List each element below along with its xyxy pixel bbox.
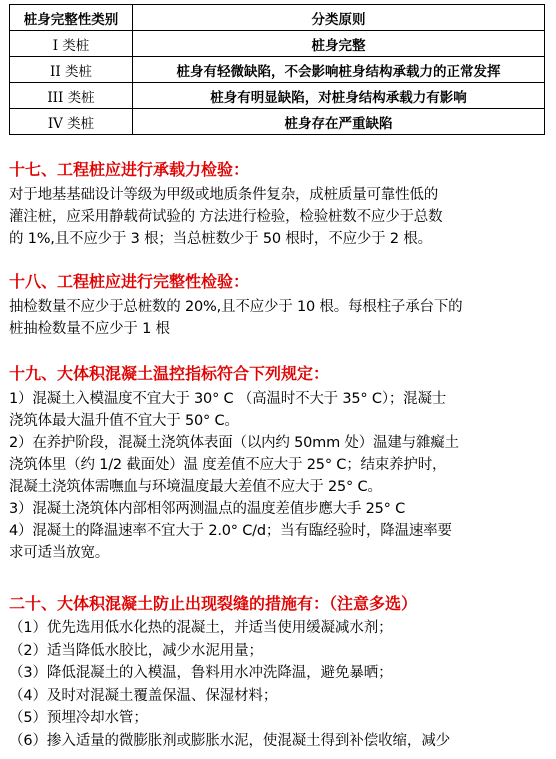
list-item: （3）降低混凝土的入模温，鲁料用水冲洗降温，避免暴晒；	[9, 665, 393, 681]
paragraph-line: 的 1%,且不应少于 3 根；当总桩数少于 50 根时，不应少于 2 根。	[9, 231, 432, 247]
table-row	[10, 83, 545, 109]
paragraph-line: 灌注桩，应采用静载荷试验的 方法进行检验，检验桩数不应少于总数	[9, 209, 443, 225]
paragraph-line: 浇筑体里（约 1/2 截面处）温 度差值不应大于 25° C；结束养护时，	[9, 457, 447, 473]
paragraph-line: 对于地基基础设计等级为甲级或地质条件复杂，成桩质量可靠性低的	[9, 187, 438, 203]
table-cell-category: III 类桩	[10, 83, 133, 109]
table-row	[10, 109, 545, 135]
table-header-cell: 桩身完整性类别	[10, 5, 133, 31]
section-heading: 十七、工程桩应进行承载力检验：	[9, 160, 250, 179]
paragraph-line: 桩抽检数量不应少于 1 根	[9, 321, 170, 337]
table-header-cell: 分类原则	[133, 5, 545, 31]
section-pile-integrity-test	[9, 272, 549, 340]
table-row	[10, 57, 545, 83]
list-item: （2）适当降低水胶比，减少水泥用量；	[9, 642, 263, 659]
list-item: （1）优先选用低水化热的混凝土，并适当使用缓凝减水剂；	[9, 620, 393, 636]
table-row	[10, 31, 545, 57]
section-heading: 二十、大体积混凝土防止出现裂缝的措施有：（注意多选）	[9, 594, 418, 613]
section-heading: 十八、工程桩应进行完整性检验：	[9, 272, 250, 291]
table-cell-principle: 桩身完整	[133, 31, 545, 57]
table-cell-category: I 类桩	[10, 31, 133, 57]
table-cell-category: IV 类桩	[10, 109, 133, 135]
paragraph-line: 求可适当放宽。	[9, 545, 110, 561]
pile-integrity-table	[9, 4, 545, 135]
list-item: （5）预埋冷却水管；	[9, 710, 148, 726]
paragraph-line: 抽检数量不应少于总桩数的 20%,且不应少于 10 根。每根柱子承台下的	[9, 299, 463, 315]
paragraph-line: 混凝土浇筑体需嘸血与环境温度最大差值不应大于 25° C。	[9, 479, 382, 495]
table-cell-category: II 类桩	[10, 57, 133, 83]
table-header-row	[10, 5, 545, 31]
paragraph-line: 2）在养护阶段，混凝土浇筑体表面（以内约 50mm 处）温建与雜癡土	[9, 435, 459, 451]
paragraph-line: 3）混凝土浇筑体内部相邻两测温点的温度差值步應大手 25° C	[9, 501, 406, 517]
paragraph-line: 1）混凝土入模温度不宜大于 30° C （高温时不大于 35° C）；混凝士	[9, 391, 447, 407]
section-heading: 十九、大体积混凝土温控指标符合下列规定：	[9, 364, 330, 383]
table-cell-principle: 桩身有轻微缺陷，不会影响桩身结构承载力的正常发挥	[133, 57, 545, 83]
list-item: （6）掺入适量的微膨胀剂或膨胀水泥，使混凝土得到补偿收缩，减少	[9, 732, 451, 749]
section-crack-prevention	[9, 594, 549, 752]
table-cell-principle: 桩身存在严重缺陷	[133, 109, 545, 135]
paragraph-line: 4）混凝土的降温速率不宜大于 2.0° C/d；当有臨经验时，降温速率要	[9, 523, 452, 539]
section-mass-concrete-temperature	[9, 364, 549, 564]
section-pile-bearing-test	[9, 160, 549, 250]
list-item: （4）及时对混凝土覆盖保温、保湿材料；	[9, 687, 278, 704]
paragraph-line: 浇筑体最大温升值不宜大于 50° C。	[9, 413, 239, 429]
table-cell-principle: 桩身有明显缺陷，对桩身结构承载力有影响	[133, 83, 545, 109]
